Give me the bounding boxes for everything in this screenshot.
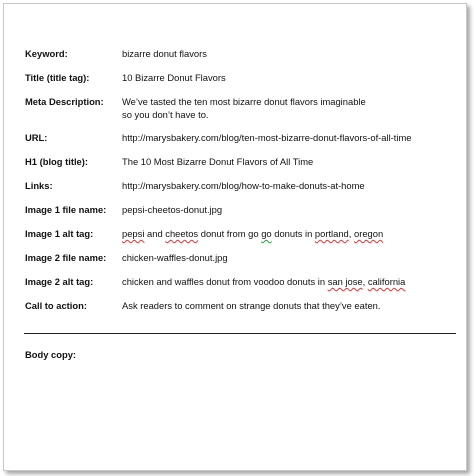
field-value: pepsi-cheetos-donut.jpg: [122, 204, 223, 215]
field-label: Image 1 file name:: [25, 204, 107, 215]
field-value: The 10 Most Bizarre Donut Flavors of All Time: [122, 156, 314, 167]
text-segment: chicken and waffles donut from voodoo donuts in: [122, 276, 328, 287]
field-label: Keyword:: [25, 48, 68, 59]
field-value: bizarre donut flavors: [122, 48, 207, 59]
field-value: Ask readers to comment on strange donuts that they’ve eaten.: [122, 300, 381, 311]
field-label: H1 (blog title):: [25, 156, 89, 167]
field-value: http://marysbakery.com/blog/how-to-make-donuts-at-home: [122, 180, 365, 191]
field-value-line1: We’ve tasted the ten most bizarre donut flavors imaginable: [122, 96, 366, 107]
field-value: [122, 275, 405, 288]
text-segment: ,: [362, 276, 368, 287]
field-label: Links:: [25, 180, 53, 191]
field-label: Image 2 alt tag:: [25, 276, 94, 287]
field-value: 10 Bizarre Donut Flavors: [122, 72, 226, 83]
text-segment: donut from go: [198, 228, 262, 239]
grammar-flag-word: go: [261, 228, 272, 239]
spell-flag-word: portland: [314, 228, 349, 239]
text-segment: and: [144, 228, 166, 239]
field-value-line2: so you don’t have to.: [122, 109, 209, 120]
field-label: Title (title tag):: [25, 72, 90, 83]
field-label: Meta Description:: [25, 96, 104, 107]
field-label: Image 1 alt tag:: [25, 228, 94, 239]
text-segment: ,: [348, 228, 354, 239]
field-label: Call to action:: [25, 300, 87, 311]
spell-flag-word: pepsi: [122, 228, 145, 239]
spell-flag-word: oregon: [354, 228, 384, 239]
spell-flag-word: california: [367, 276, 406, 287]
spell-flag-word: cheetos: [165, 228, 199, 239]
horizontal-divider: [24, 333, 456, 334]
text-segment: donuts in: [271, 228, 315, 239]
field-label: URL:: [25, 132, 48, 143]
document-page: [3, 3, 467, 471]
field-value: chicken-waffles-donut.jpg: [122, 252, 228, 263]
field-value: http://marysbakery.com/blog/ten-most-bizarre-donut-flavors-of-all-time: [122, 132, 412, 143]
body-copy-label: Body copy:: [25, 349, 77, 360]
spell-flag-word: san jose: [327, 276, 363, 287]
field-value: [122, 227, 383, 240]
field-label: Image 2 file name:: [25, 252, 107, 263]
